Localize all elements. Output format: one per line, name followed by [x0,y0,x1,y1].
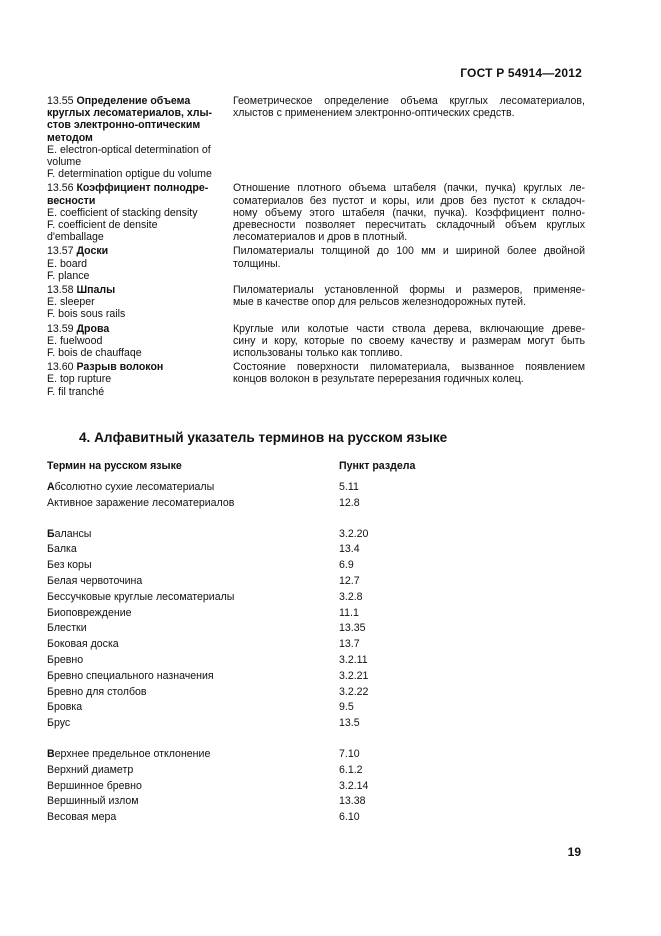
term-translation: E. board [47,257,88,270]
index-term-text: Вершинный излом [47,795,139,808]
term-definition [233,95,585,180]
index-row [47,480,567,496]
term-definition [233,323,585,360]
index-term [47,779,142,795]
index-row [47,685,567,701]
definition-line: лесоматериалов и дров в плотный. [233,231,408,244]
index-term [47,810,116,826]
term-entry [47,323,587,360]
term-title: Шпалы [76,284,116,297]
index-section-number: 3.2.11 [339,653,368,666]
term-translation: E. coefficient of stacking density [47,206,198,219]
index-term-text: ерхнее предельное отклонение [54,747,211,760]
index-term-text: Бревно специального назначения [47,669,214,682]
term-number: 13.56 [47,182,74,195]
index-initial-letter: В [47,747,55,760]
index-section-number: 3.2.21 [339,669,369,682]
term-definition [233,361,585,398]
definition-line: Состояние поверхности пиломатериала, вызванное появлением [233,361,585,374]
index-term [47,496,234,512]
term-title: Дрова [76,322,110,335]
index-term-text: Брус [47,717,71,730]
index-letter-group [47,480,567,512]
term-heading [47,361,231,398]
index-section-number: 13.7 [339,638,360,651]
index-header-term: Термин на русском языке [47,460,182,472]
index-section-number: 6.10 [339,811,360,824]
index-section-number: 3.2.22 [339,685,369,698]
term-title: Доски [76,245,109,258]
index-letter-group [47,747,567,826]
term-entry [47,182,587,243]
section-title: 4. Алфавитный указатель терминов на русском языке [79,430,448,445]
definition-line: Отношение плотного объема штабеля (пачки, пучка) круглых ле- [233,182,585,195]
index-row [47,747,567,763]
definition-line: сину и кору, которые по своему качеству и размерам могут быть [233,334,585,347]
term-number: 13.59 [47,322,74,335]
term-title: стов электронно-оптическим [47,119,201,132]
term-heading [47,182,231,243]
index-section-number: 5.11 [339,481,359,493]
term-number: 13.58 [47,284,74,297]
index-row [47,496,567,512]
index-section-number: 13.5 [339,717,360,730]
index-section-number: 7.10 [339,747,360,760]
index-term-text: Белая червоточина [47,574,143,587]
term-entry [47,361,587,398]
index-term [47,574,142,590]
term-translation: F. bois sous rails [47,308,126,321]
index-term [47,480,214,496]
index-term [47,794,139,810]
term-translation: E. top rupture [47,373,112,386]
index-term [47,685,147,701]
index-row [47,527,567,543]
index-initial-letter: Б [47,527,55,540]
index-term [47,653,83,669]
index-term-text: бсолютно сухие лесоматериалы [54,481,215,493]
index-term-text: алансы [54,527,92,540]
definition-line: использованы только как топливо. [233,347,403,360]
terms-list [47,95,587,400]
index-term [47,747,210,763]
index-row [47,558,567,574]
index-section-number: 11.1 [339,606,359,619]
term-translation: volume [47,156,82,169]
index-row [47,810,567,826]
term-number: 13.57 [47,245,74,258]
index-section-number: 12.7 [339,574,360,587]
index-section-number: 13.35 [339,622,366,635]
term-heading [47,323,231,360]
index-term-text: Балка [47,543,77,556]
definition-line: толщины. [233,257,281,270]
index-section-number: 13.4 [339,543,360,556]
index-row [47,637,567,653]
index-section-number: 6.9 [339,559,354,572]
term-definition [233,284,585,321]
term-entry [47,95,587,180]
index-term-text: Весовая мера [47,811,117,824]
index-row [47,653,567,669]
definition-line: Пиломатериалы толщиной до 100 мм и шириной более двойной [233,245,585,258]
index-row [47,779,567,795]
term-number: 13.60 [47,361,74,374]
index-term [47,763,133,779]
page-number: 19 [567,845,581,859]
definition-line: хлыстов с применением электронно-оптических средств. [233,107,515,120]
term-translation: F. fil tranché [47,385,105,398]
index-term [47,621,87,637]
term-title: весности [47,194,96,207]
index-section-number: 6.1.2 [339,763,363,776]
term-title: Коэффициент полнодре- [76,182,209,195]
index-term-text: Биоповреждение [47,606,132,619]
term-title: круглых лесоматериалов, хлы- [47,107,213,120]
index-letter-group [47,527,567,732]
index-term [47,542,77,558]
alphabetical-index [47,480,567,841]
term-definition [233,245,585,282]
index-row [47,763,567,779]
index-initial-letter: А [47,481,55,493]
document-code: ГОСТ Р 54914—2012 [460,66,582,80]
term-heading [47,245,231,282]
index-row [47,794,567,810]
index-row [47,621,567,637]
index-term [47,700,82,716]
index-term [47,669,214,685]
term-number: 13.55 [47,95,74,107]
index-section-number: 3.2.20 [339,527,369,540]
index-row [47,716,567,732]
index-row [47,606,567,622]
index-row [47,669,567,685]
index-term [47,590,234,606]
definition-line: Круглые или колотые части ствола дерева, включающие древе- [233,322,585,335]
index-term-text: Без коры [47,559,92,572]
definition-line: соматериалов без пустот и коры, или дров без пустот к складоч- [233,194,585,207]
index-section-number: 3.2.14 [339,779,369,792]
term-title: методом [47,131,93,144]
index-term [47,716,70,732]
definition-line: мые в качестве опор для рельсов железнодорожных путей. [233,296,527,309]
term-translation: E. fuelwood [47,334,103,347]
term-title: Разрыв волокон [76,361,164,374]
index-section-number: 3.2.8 [339,590,363,603]
index-term-text: Блестки [47,622,87,635]
index-header-number: Пункт раздела [339,460,416,472]
index-term [47,606,132,622]
term-definition [233,182,585,243]
term-translation: E. sleeper [47,296,95,309]
definition-line: Пиломатериалы установленной формы и размеров, применяе- [233,284,585,297]
term-translation: E. electron-optical determination of [47,143,211,156]
term-translation: F. determination optigue du volume [47,168,212,181]
index-term [47,637,119,653]
index-section-number: 12.8 [339,496,360,509]
index-term-text: Бревно [47,653,84,666]
term-translation: F. plance [47,269,90,282]
index-section-number: 13.38 [339,795,366,808]
index-term-text: Бревно для столбов [47,685,147,698]
index-term-text: Бровка [47,701,83,714]
term-entry [47,245,587,282]
index-term [47,527,91,543]
index-section-number: 9.5 [339,701,354,714]
index-term-text: Боковая доска [47,638,119,651]
index-term [47,558,92,574]
index-row [47,700,567,716]
term-translation: d'emballage [47,231,104,244]
index-row [47,574,567,590]
term-heading [47,284,231,321]
definition-line: древесности позволяет пересчитать складочный объем круглых [233,219,585,232]
index-term-text: Верхний диаметр [47,763,134,776]
term-entry [47,284,587,321]
term-heading [47,95,231,180]
term-title: Определение объема [76,95,191,107]
index-row [47,590,567,606]
definition-line: ному объему этого штабеля (пачки, пучка). Коэффициент полно- [233,206,585,219]
index-term-text: Вершинное бревно [47,779,142,792]
index-term-text: Бессучковые круглые лесоматериалы [47,590,235,603]
index-term-text: Активное заражение лесоматериалов [47,496,235,509]
definition-line: Геометрическое определение объема круглых лесоматериалов, [233,95,585,107]
term-translation: F. coefficient de densite [47,219,158,232]
index-row [47,542,567,558]
definition-line: концов волокон в результате перерезания годичных колец. [233,373,524,386]
term-translation: F. bois de chauffaqe [47,347,142,360]
